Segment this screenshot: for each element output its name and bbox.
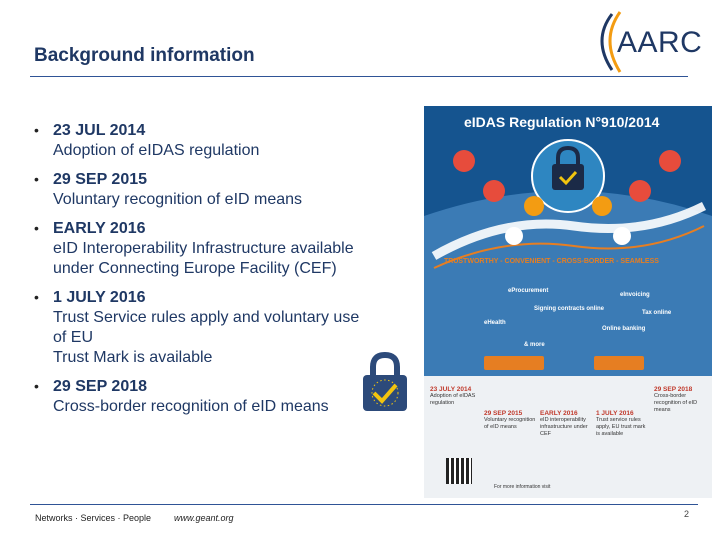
- bullet-date: 29 SEP 2018: [53, 378, 148, 395]
- timeline-text: eID interoperability infrastructure under CEF: [540, 417, 588, 437]
- timeline-item: [430, 386, 482, 407]
- bullet-text: Cross-border recognition of eID means: [53, 398, 329, 415]
- bullet-text: eID Interoperability Infrastructure available: [53, 240, 354, 257]
- timeline-text: Trust service rules apply, EU trust mark is available: [596, 417, 646, 437]
- timeline-date: EARLY 2016: [540, 410, 578, 417]
- timeline-item: [596, 410, 648, 438]
- qr-code: [446, 458, 472, 484]
- timeline-date: 29 SEP 2015: [484, 410, 523, 417]
- timeline-text: Adoption of eIDAS regulation: [430, 393, 476, 406]
- poster-footnote: For more information visit: [494, 484, 551, 490]
- bullet-item: [34, 121, 414, 161]
- poster-service: eHealth: [484, 320, 506, 326]
- poster-service: eInvoicing: [620, 292, 650, 298]
- bullet-marker: •: [34, 220, 39, 236]
- poster-service: Tax online: [642, 310, 672, 316]
- timeline-text: Voluntary recognition of eID means: [484, 417, 536, 430]
- bullet-text: Adoption of eIDAS regulation: [53, 142, 260, 159]
- title-divider: [30, 76, 688, 77]
- bullet-marker: •: [34, 378, 39, 394]
- bullet-text: under Connecting Europe Facility (CEF): [53, 260, 337, 277]
- bullet-date: 1 JULY 2016: [53, 289, 146, 306]
- timeline-item: [654, 386, 708, 414]
- timeline-item: [484, 410, 536, 431]
- bullet-item: [34, 288, 414, 368]
- bullet-marker: •: [34, 171, 39, 187]
- poster-timeline: [424, 376, 712, 498]
- timeline-date: 23 JULY 2014: [430, 386, 472, 393]
- eu-trust-mark-lock-icon: [361, 351, 409, 413]
- poster-banner: TRUSTWORTHY - CONVENIENT - CROSS-BORDER - SEAMLESS: [444, 258, 659, 265]
- bullet-date: 29 SEP 2015: [53, 171, 148, 188]
- bullet-text: Trust Service rules apply and voluntary use: [53, 309, 360, 326]
- bullet-date: 23 JUL 2014: [53, 122, 146, 139]
- eidas-poster: [424, 106, 712, 498]
- slide-title: Background information: [34, 45, 255, 66]
- bullet-item: [34, 170, 414, 210]
- bullet-text: of EU: [53, 329, 94, 346]
- bullet-text: Trust Mark is available: [53, 349, 213, 366]
- bullet-item: [34, 377, 414, 417]
- bullet-item: [34, 219, 414, 279]
- timeline-text: Cross-border recognition of eID means: [654, 393, 698, 413]
- bullet-marker: •: [34, 122, 39, 138]
- timeline-date: 29 SEP 2018: [654, 386, 693, 393]
- footer-tagline: Networks · Services · People: [35, 513, 152, 523]
- poster-title: eIDAS Regulation N°910/2014: [464, 114, 660, 130]
- bullet-text: Voluntary recognition of eID means: [53, 191, 303, 208]
- timeline-item: [540, 410, 592, 438]
- bullet-list: [34, 121, 414, 426]
- poster-service: eProcurement: [508, 288, 549, 294]
- poster-service: Online banking: [602, 326, 646, 332]
- logo-text: AARC: [617, 26, 703, 59]
- poster-service: Signing contracts online: [534, 306, 605, 312]
- bullet-marker: •: [34, 289, 39, 305]
- timeline-date: 1 JULY 2016: [596, 410, 634, 417]
- footer-url[interactable]: www.geant.org: [174, 513, 234, 523]
- footer-divider: [30, 504, 698, 505]
- page-number: 2: [684, 509, 690, 519]
- poster-service: & more: [524, 342, 545, 348]
- bullet-date: EARLY 2016: [53, 220, 146, 237]
